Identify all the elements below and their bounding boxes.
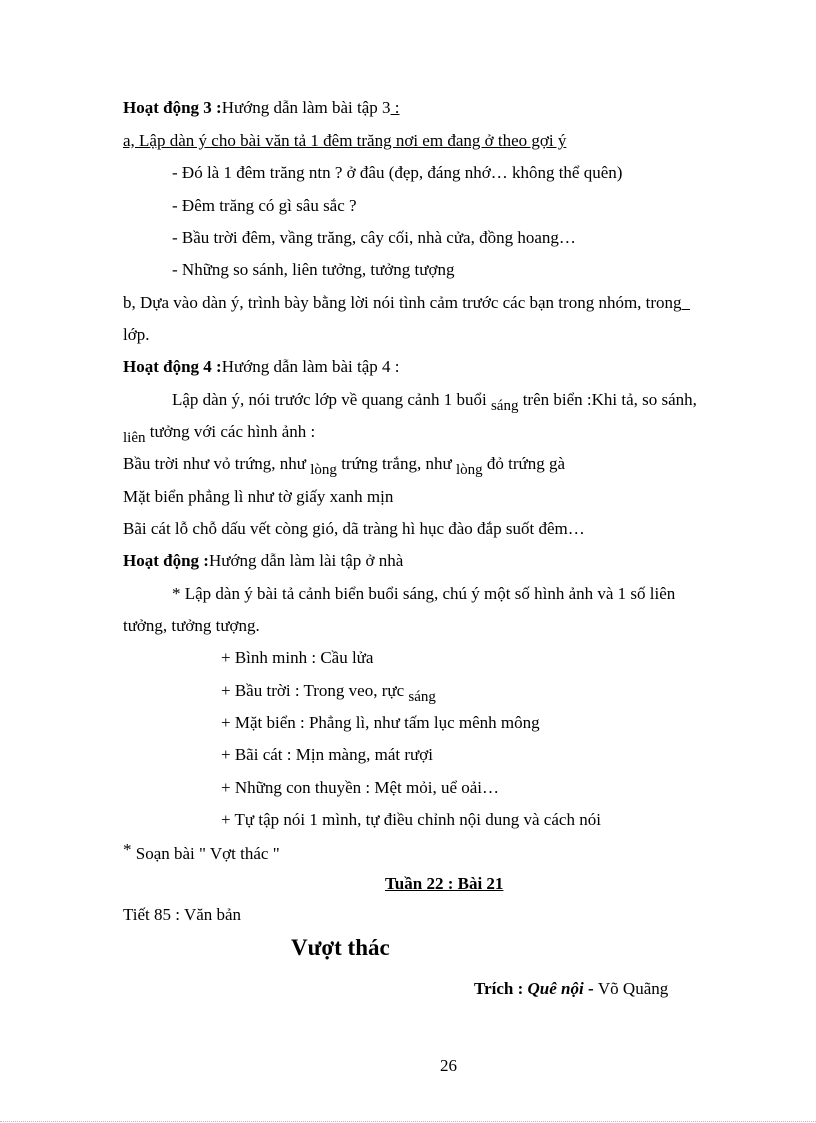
homework-label: Hoạt động : bbox=[123, 551, 209, 570]
homework-paragraph-line-2: tưởng, tưởng tượng. bbox=[123, 616, 260, 635]
homework-item-4: + Bãi cát : Mịn màng, mát rượi bbox=[221, 745, 433, 764]
page-bottom-border bbox=[0, 1121, 816, 1122]
source-author: Võ Quãng bbox=[597, 979, 669, 998]
activity-4-paragraph-line-2 bbox=[123, 421, 315, 444]
source-dash: - bbox=[583, 979, 598, 998]
activity-4-paragraph-line-1 bbox=[172, 389, 697, 412]
homework-item-5: + Những con thuyền : Mệt mỏi, uể oải… bbox=[221, 778, 500, 797]
text-title: Vượt thác bbox=[291, 935, 390, 960]
activity-3-bullet-3: - Bầu trời đêm, vầng trăng, cây cối, nhà cửa, đồng hoang… bbox=[172, 228, 576, 247]
source-citation bbox=[474, 978, 668, 1000]
text-run: Soạn bài " Vợt thác " bbox=[131, 844, 280, 863]
asterisk: * bbox=[123, 840, 132, 859]
activity-3-part-b-line-2: lớp. bbox=[123, 325, 150, 344]
homework-item-2 bbox=[221, 680, 436, 703]
activity-4-beach-line: Bãi cát lỗ chỗ dấu vết còng gió, dã tràng hì hục đào đắp suốt đêm… bbox=[123, 519, 585, 538]
activity-3-part-b-line-1 bbox=[123, 292, 690, 314]
activity-4-sky-line bbox=[123, 453, 565, 476]
homework-paragraph-line-1: * Lập dàn ý bài tả cảnh biển buổi sáng, chú ý một số hình ảnh và 1 số liên bbox=[172, 584, 676, 603]
text-run: trứng trắng, như bbox=[336, 454, 456, 473]
activity-4-text: Hướng dẫn làm bài tập 4 : bbox=[221, 357, 400, 376]
text-run: trên biển :Khi tả, so sánh, bbox=[518, 390, 697, 409]
homework-item-6: + Tự tập nói 1 mình, tự điều chỉnh nội dung và cách nói bbox=[221, 810, 601, 829]
text-run: tưởng với các hình ảnh : bbox=[145, 422, 316, 441]
activity-3-label: Hoạt động 3 : bbox=[123, 98, 222, 117]
activity-4-heading bbox=[123, 356, 400, 378]
text-run: Lập dàn ý, nói trước lớp về quang cảnh 1 buổi bbox=[172, 390, 491, 409]
activity-4-sea-line: Mặt biển phẳng lì như tờ giấy xanh mịn bbox=[123, 487, 394, 506]
activity-3-bullet-4: - Những so sánh, liên tưởng, tưởng tượng bbox=[172, 260, 455, 279]
text-run: đỏ trứng gà bbox=[482, 454, 566, 473]
page-number: 26 bbox=[440, 1056, 457, 1075]
subscript-word: sáng bbox=[490, 398, 519, 414]
lesson-label: Tiết 85 : Văn bản bbox=[123, 905, 242, 924]
week-heading: Tuần 22 : Bài 21 bbox=[385, 874, 504, 893]
activity-3-part-a: a, Lập dàn ý cho bài văn tả 1 đêm trăng nơi em đang ở theo gợi ý bbox=[123, 131, 567, 150]
activity-3-text: Hướng dẫn làm bài tập 3 bbox=[221, 98, 391, 117]
text-run: + Bầu trời : Trong veo, rực bbox=[221, 681, 409, 700]
source-work: Quê nội bbox=[527, 979, 584, 998]
subscript-word: lòng bbox=[310, 462, 337, 478]
text-run: Bầu trời như vỏ trứng, như bbox=[123, 454, 311, 473]
activity-3-part-b-text: b, Dựa vào dàn ý, trình bày bằng lời nói tình cảm trước các bạn trong nhóm, trong bbox=[123, 293, 682, 312]
activity-3-bullet-1: - Đó là 1 đêm trăng ntn ? ở đâu (đẹp, đáng nhớ… không thể quên) bbox=[172, 163, 623, 182]
homework-heading bbox=[123, 550, 403, 572]
homework-item-3: + Mặt biển : Phẳng lì, như tấm lục mênh mông bbox=[221, 713, 540, 732]
subscript-word: sáng bbox=[408, 689, 436, 705]
activity-4-label: Hoạt động 4 : bbox=[123, 357, 222, 376]
activity-3-heading bbox=[123, 97, 400, 119]
prepare-lesson-note bbox=[123, 840, 280, 865]
underline-stub bbox=[682, 293, 691, 312]
activity-3-tail: : bbox=[390, 98, 400, 117]
activity-3-bullet-2: - Đêm trăng có gì sâu sắc ? bbox=[172, 196, 357, 215]
homework-text: Hướng dẫn làm lài tập ở nhà bbox=[208, 551, 404, 570]
homework-item-1: + Bình minh : Cầu lửa bbox=[221, 648, 374, 667]
subscript-word: liên bbox=[123, 430, 146, 446]
subscript-word: lòng bbox=[455, 462, 483, 478]
source-prefix: Trích : bbox=[474, 979, 528, 998]
